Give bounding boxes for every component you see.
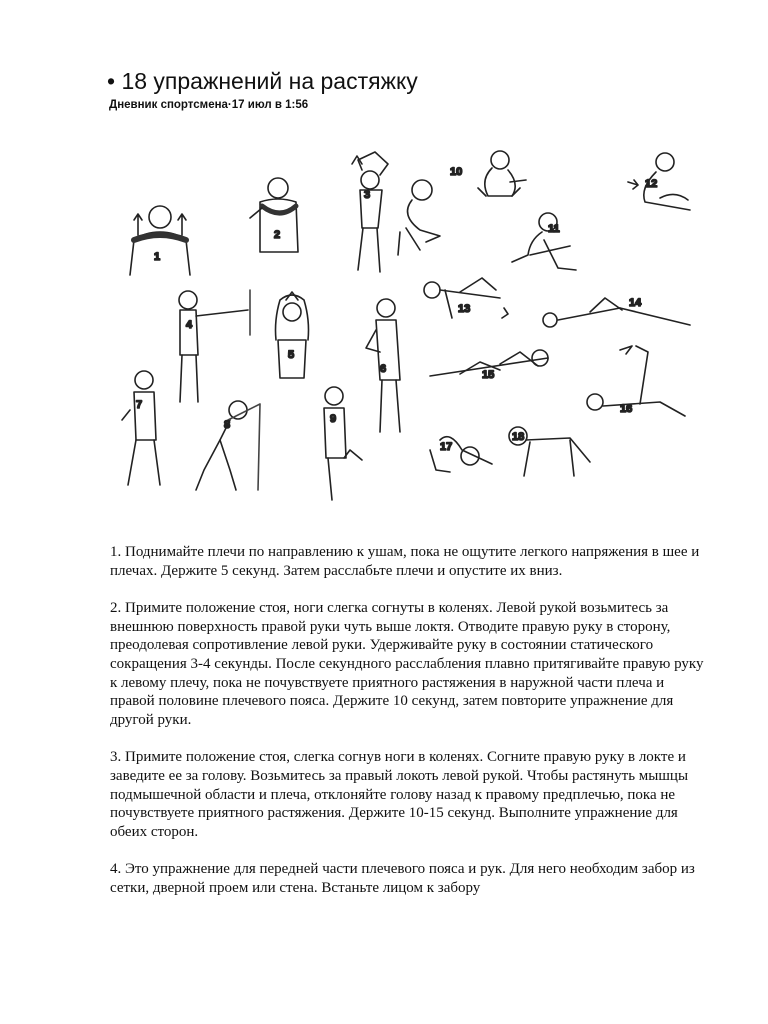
svg-text:9: 9 [330, 413, 337, 425]
exercise-figure-11 [512, 213, 576, 270]
svg-text:15: 15 [482, 369, 495, 381]
svg-text:8: 8 [224, 419, 231, 431]
svg-text:7: 7 [136, 399, 143, 411]
svg-text:16: 16 [620, 403, 633, 415]
exercise-figure-6 [366, 299, 400, 432]
exercise-description-1: 1. Поднимайте плечи по направлению к ушам, пока не ощутите легкого напряжения в шее и плечах. Держите 5 секунд. Затем расслабьте плечи и опустите их вниз. [110, 544, 700, 579]
exercise-figure-1 [130, 206, 190, 275]
exercise-figure-3 [352, 152, 388, 272]
svg-text:6: 6 [380, 363, 387, 375]
exercise-figure-12 [628, 153, 690, 210]
exercise-figure-2 [250, 178, 298, 252]
svg-text:14: 14 [629, 297, 642, 309]
exercise-figure-4 [179, 290, 250, 402]
exercise-figure-18 [509, 427, 590, 476]
svg-text:4: 4 [186, 319, 193, 331]
exercise-figure-14 [543, 297, 690, 327]
svg-text:2: 2 [274, 229, 281, 241]
svg-text:18: 18 [512, 431, 525, 443]
exercise-figure-13 [424, 278, 508, 318]
exercise-description-4: 4. Это упражнение для передней части плечевого пояса и рук. Для него необходим забор из сетки, дверной проем или стена. Встаньте лицом к забору [110, 861, 695, 896]
exercise-figure-9 [324, 387, 362, 500]
exercise-descriptions [110, 543, 710, 917]
svg-text:1: 1 [154, 251, 161, 263]
exercise-figure-10 [450, 151, 526, 196]
exercise-description-2: 2. Примите положение стоя, ноги слегка согнуты в коленях. Левой рукой возьмитесь за внешнюю поверхность правой руки чуть выше локтя. Отводите правую руку в сторону, преодолевая сопротивление левой руки. Удерживайте руку в состоянии статического сокращения 3-4 секунды. После секундного расслабления плавно притягивайте правую руку к левому плечу, пока не почувствуете приятного растяжения в наружной части плеча и правой половине плечевого пояса. Держите 10 секунд, затем повторите упражнение для другой руки. [110, 600, 704, 728]
exercise-figure-16 [587, 346, 685, 416]
exercise-figure-15 [430, 350, 548, 381]
exercise-figure-5 [276, 292, 309, 378]
svg-text:3: 3 [364, 189, 371, 201]
svg-text:12: 12 [645, 178, 658, 190]
stretching-exercises-illustration [100, 140, 700, 515]
crouching-figure [398, 180, 440, 255]
svg-text:5: 5 [288, 349, 295, 361]
article-byline: Дневник спортсмена·17 июл в 1:56 [109, 99, 309, 111]
svg-text:11: 11 [548, 223, 560, 235]
exercise-figure-17 [430, 437, 492, 472]
exercise-description-3: 3. Примите положение стоя, слегка согнув ноги в коленях. Согните правую руку в локте и заведите ее за голову. Возьмитесь за правый локоть левой рукой. Чтобы растянуть мышцы подмышечной области и плеча, отклоняйте голову назад к правому предплечью, пока не почувствуете приятного растяжения. Держите 10-15 секунд. Выполните упражнение для обеих сторон. [110, 749, 689, 840]
svg-text:17: 17 [440, 441, 453, 453]
article-title: • 18 упражнений на растяжку [107, 68, 418, 94]
exercise-figure-7 [122, 371, 160, 485]
svg-text:10: 10 [450, 166, 463, 178]
exercise-figure-8 [196, 401, 260, 490]
svg-text:13: 13 [458, 303, 471, 315]
